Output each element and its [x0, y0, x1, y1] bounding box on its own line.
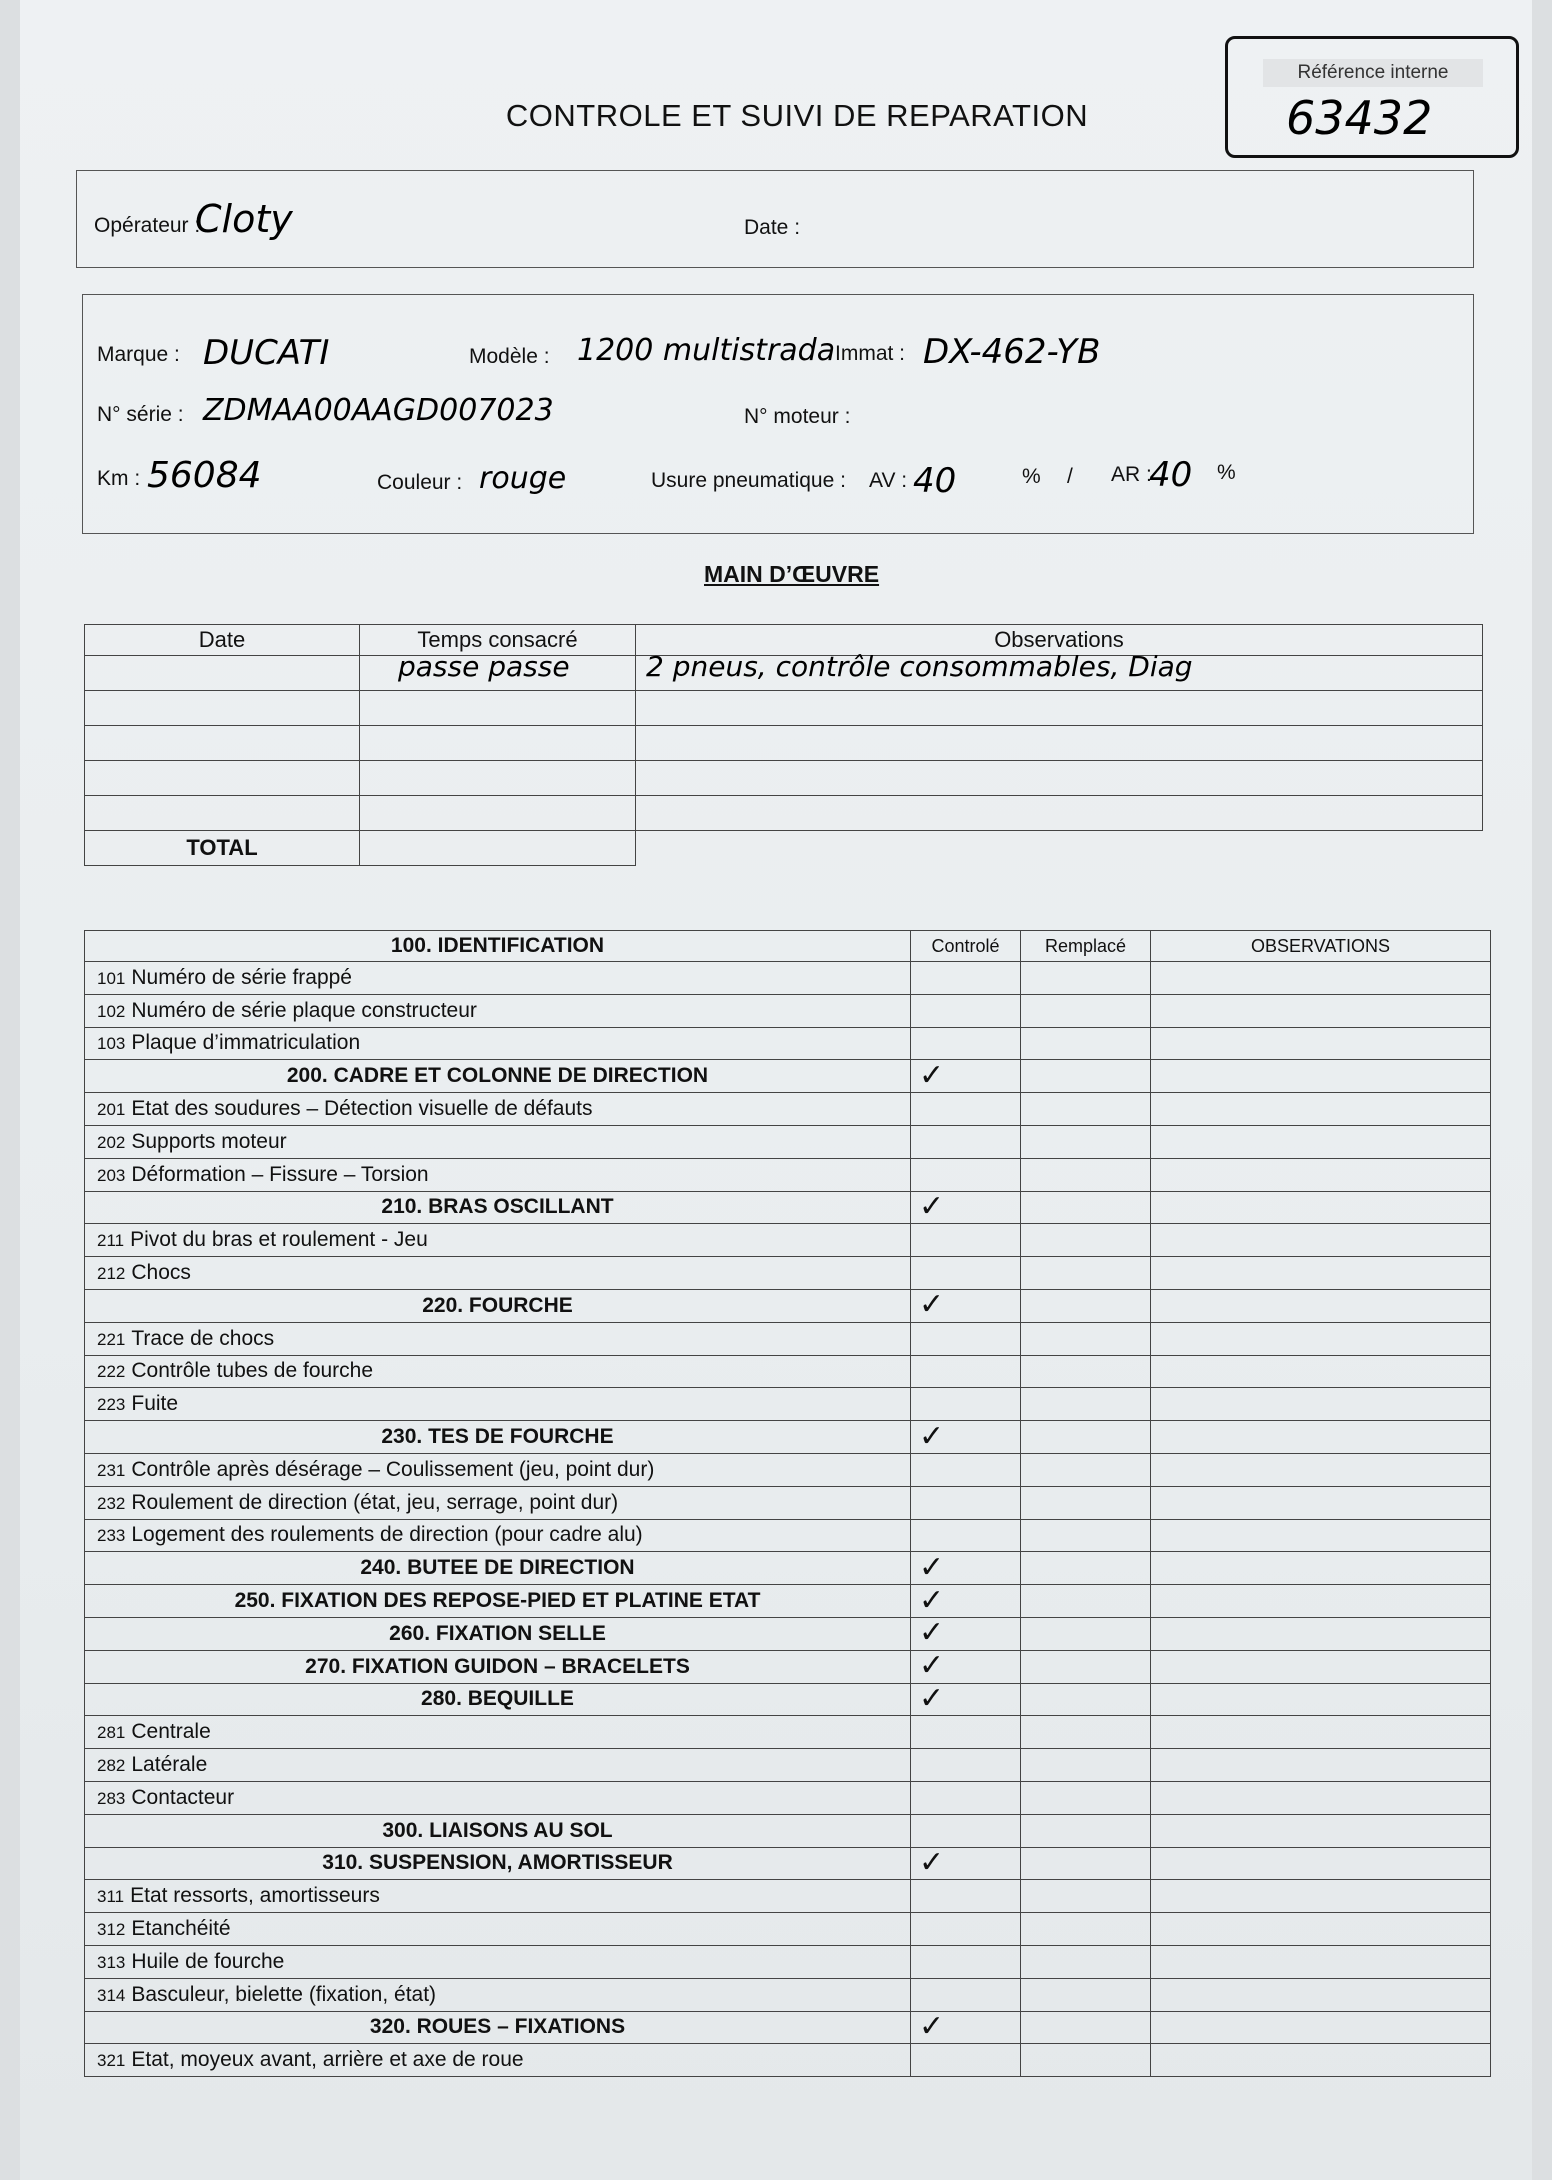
checklist-item-row	[85, 1486, 1491, 1519]
item-number: 233	[97, 1526, 126, 1546]
plate-label: Immat :	[835, 342, 906, 365]
checklist-col-replaced: Remplacé	[1021, 931, 1151, 962]
controlled-cell[interactable]	[911, 1257, 1021, 1290]
replaced-cell[interactable]	[1021, 1289, 1151, 1322]
observation-cell[interactable]	[1151, 1388, 1491, 1421]
replaced-cell[interactable]	[1021, 1093, 1151, 1126]
reference-box	[1225, 36, 1519, 158]
model-value[interactable]: 1200 multistrada	[577, 333, 836, 368]
page-title: CONTROLE ET SUIVI DE REPARATION	[505, 98, 1089, 133]
controlled-cell[interactable]	[911, 1355, 1021, 1388]
labour-total-row	[85, 831, 1483, 866]
item-number: 232	[97, 1493, 126, 1513]
checklist-section-row	[85, 1060, 1491, 1093]
checklist-section-row	[85, 1421, 1491, 1454]
item-number: 203	[97, 1165, 126, 1185]
checklist-section-row	[85, 2011, 1491, 2044]
checklist-item-row	[85, 1716, 1491, 1749]
observation-cell[interactable]	[1151, 1191, 1491, 1224]
checklist-item-row	[85, 1913, 1491, 1946]
replaced-cell[interactable]	[1021, 1585, 1151, 1618]
labour-observation-value: 2 pneus, contrôle consommables, Diag	[646, 650, 1193, 683]
observation-cell[interactable]	[1151, 1585, 1491, 1618]
controlled-cell[interactable]	[911, 1322, 1021, 1355]
front-tyre-label: AV :	[869, 469, 908, 492]
observation-cell[interactable]	[1151, 1289, 1491, 1322]
controlled-cell[interactable]	[911, 994, 1021, 1027]
item-number: 101	[97, 968, 126, 988]
check-mark-icon: ✓	[919, 1289, 945, 1322]
item-number: 212	[97, 1264, 126, 1284]
controlled-cell[interactable]	[911, 1388, 1021, 1421]
replaced-cell[interactable]	[1021, 1749, 1151, 1782]
section-heading: 260. FIXATION SELLE	[85, 1617, 911, 1650]
checklist-section-row	[85, 1814, 1491, 1847]
serial-value[interactable]: ZDMAA00AAGD007023	[203, 393, 554, 428]
observation-cell[interactable]	[1151, 1355, 1491, 1388]
replaced-cell[interactable]	[1021, 994, 1151, 1027]
section-heading: 280. BEQUILLE	[85, 1683, 911, 1716]
item-number: 201	[97, 1100, 126, 1120]
labour-row	[85, 656, 1483, 691]
checklist-col-controlled: Controlé	[911, 931, 1021, 962]
item-label: Huile de fourche	[131, 1949, 285, 1973]
section-heading: 250. FIXATION DES REPOSE-PIED ET PLATINE ETAT	[85, 1585, 911, 1618]
section-heading: 300. LIAISONS AU SOL	[85, 1814, 911, 1847]
item-number: 102	[97, 1001, 126, 1021]
serial-label: N° série :	[97, 403, 184, 426]
model-label: Modèle :	[469, 345, 550, 368]
observation-cell[interactable]	[1151, 1913, 1491, 1946]
item-label: Plaque d’immatriculation	[131, 1031, 361, 1055]
section-heading: 240. BUTEE DE DIRECTION	[85, 1552, 911, 1585]
replaced-cell[interactable]	[1021, 1257, 1151, 1290]
item-number: 223	[97, 1395, 126, 1415]
checklist-item-row	[85, 1519, 1491, 1552]
checklist-section-row	[85, 1552, 1491, 1585]
replaced-cell[interactable]	[1021, 1913, 1151, 1946]
replaced-cell[interactable]	[1021, 1453, 1151, 1486]
observation-cell[interactable]	[1151, 1322, 1491, 1355]
observation-cell[interactable]	[1151, 1683, 1491, 1716]
replaced-cell[interactable]	[1021, 1060, 1151, 1093]
replaced-cell[interactable]	[1021, 1617, 1151, 1650]
checklist-item-row	[85, 1257, 1491, 1290]
observation-cell[interactable]	[1151, 1257, 1491, 1290]
controlled-cell[interactable]	[911, 1093, 1021, 1126]
observation-cell[interactable]	[1151, 1060, 1491, 1093]
item-label: Etat ressorts, amortisseurs	[130, 1884, 380, 1908]
checklist-item-row	[85, 1388, 1491, 1421]
controlled-cell[interactable]	[911, 1650, 1021, 1683]
item-label: Numéro de série plaque constructeur	[131, 998, 477, 1022]
replaced-cell[interactable]	[1021, 1191, 1151, 1224]
brand-label: Marque :	[97, 343, 180, 366]
item-label: Logement des roulements de direction (pour cadre alu)	[131, 1523, 643, 1547]
check-mark-icon: ✓	[919, 1420, 945, 1453]
item-label: Trace de chocs	[131, 1326, 275, 1350]
observation-cell[interactable]	[1151, 1519, 1491, 1552]
labour-row	[85, 726, 1483, 761]
observation-cell[interactable]	[1151, 962, 1491, 995]
checklist-section-row	[85, 1650, 1491, 1683]
observation-cell[interactable]	[1151, 1847, 1491, 1880]
checklist-item-row	[85, 1224, 1491, 1257]
check-mark-icon: ✓	[919, 1650, 945, 1683]
labour-table	[84, 624, 1483, 866]
front-tyre-value[interactable]: 40	[913, 461, 957, 501]
controlled-cell[interactable]	[911, 1552, 1021, 1585]
checklist-item-row	[85, 1322, 1491, 1355]
section-heading: 310. SUSPENSION, AMORTISSEUR	[85, 1847, 911, 1880]
operator-box	[76, 170, 1474, 268]
checklist-item-row	[85, 1945, 1491, 1978]
item-number: 314	[97, 1985, 126, 2005]
replaced-cell[interactable]	[1021, 1486, 1151, 1519]
item-label: Etat des soudures – Détection visuelle de défauts	[131, 1097, 593, 1121]
item-label: Fuite	[131, 1392, 179, 1416]
form-sheet	[20, 0, 1532, 2180]
item-number: 282	[97, 1756, 126, 1776]
item-number: 283	[97, 1788, 126, 1808]
replaced-cell[interactable]	[1021, 1552, 1151, 1585]
controlled-cell[interactable]	[911, 1617, 1021, 1650]
checklist-section-row	[85, 1585, 1491, 1618]
controlled-cell[interactable]	[911, 1158, 1021, 1191]
date-label: Date :	[744, 216, 801, 239]
controlled-cell[interactable]	[911, 1060, 1021, 1093]
operator-value[interactable]: Cloty	[195, 197, 293, 241]
replaced-cell[interactable]	[1021, 2044, 1151, 2077]
tyre-label: Usure pneumatique :	[651, 469, 846, 492]
checklist-item-row	[85, 1453, 1491, 1486]
checklist-item-row	[85, 1880, 1491, 1913]
replaced-cell[interactable]	[1021, 1814, 1151, 1847]
controlled-cell[interactable]	[911, 2044, 1021, 2077]
item-label: Numéro de série frappé	[131, 965, 352, 989]
section-heading: 200. CADRE ET COLONNE DE DIRECTION	[85, 1060, 911, 1093]
observation-cell[interactable]	[1151, 1552, 1491, 1585]
checklist-item-row	[85, 994, 1491, 1027]
controlled-cell[interactable]	[911, 1781, 1021, 1814]
km-label: Km :	[97, 467, 141, 490]
section-heading: 230. TES DE FOURCHE	[85, 1421, 911, 1454]
item-label: Supports moteur	[131, 1129, 287, 1153]
item-label: Déformation – Fissure – Torsion	[131, 1162, 429, 1186]
replaced-cell[interactable]	[1021, 1781, 1151, 1814]
controlled-cell[interactable]	[911, 1421, 1021, 1454]
item-number: 202	[97, 1132, 126, 1152]
labour-col-observations: Observations	[636, 625, 1483, 656]
item-label: Basculeur, bielette (fixation, état)	[131, 1982, 437, 2006]
observation-cell[interactable]	[1151, 1486, 1491, 1519]
observation-cell[interactable]	[1151, 2011, 1491, 2044]
checklist-section-row	[85, 1191, 1491, 1224]
percent-sign: %	[1022, 465, 1041, 488]
observation-cell[interactable]	[1151, 1945, 1491, 1978]
reference-label: Référence interne	[1263, 59, 1483, 87]
color-value[interactable]: rouge	[479, 461, 567, 496]
controlled-cell[interactable]	[911, 2011, 1021, 2044]
reference-value[interactable]: 63432	[1286, 91, 1433, 145]
item-number: 311	[97, 1887, 125, 1907]
labour-total-value[interactable]	[360, 831, 636, 866]
checklist-item-row	[85, 1781, 1491, 1814]
replaced-cell[interactable]	[1021, 962, 1151, 995]
labour-col-time: Temps consacré	[360, 625, 636, 656]
section-heading: 320. ROUES – FIXATIONS	[85, 2011, 911, 2044]
replaced-cell[interactable]	[1021, 1388, 1151, 1421]
observation-cell[interactable]	[1151, 1814, 1491, 1847]
replaced-cell[interactable]	[1021, 1847, 1151, 1880]
controlled-cell[interactable]	[911, 1913, 1021, 1946]
brand-value[interactable]: DUCATI	[203, 333, 330, 373]
observation-cell[interactable]	[1151, 1125, 1491, 1158]
item-number: 312	[97, 1920, 126, 1939]
checklist-section-row	[85, 1289, 1491, 1322]
item-number: 211	[97, 1231, 125, 1251]
item-number: 221	[97, 1329, 126, 1349]
checklist-item-row	[85, 962, 1491, 995]
observation-cell[interactable]	[1151, 1978, 1491, 2011]
labour-total-label: TOTAL	[85, 831, 360, 866]
item-label: Contrôle tubes de fourche	[131, 1359, 374, 1383]
observation-cell[interactable]	[1151, 1158, 1491, 1191]
checklist-item-row	[85, 1158, 1491, 1191]
controlled-cell[interactable]	[911, 1847, 1021, 1880]
replaced-cell[interactable]	[1021, 1421, 1151, 1454]
observation-cell[interactable]	[1151, 1224, 1491, 1257]
checklist-item-row	[85, 1978, 1491, 2011]
item-number: 222	[97, 1362, 126, 1382]
engine-label: N° moteur :	[744, 405, 851, 428]
replaced-cell[interactable]	[1021, 1027, 1151, 1060]
replaced-cell[interactable]	[1021, 1158, 1151, 1191]
labour-time-cell[interactable]	[360, 650, 636, 691]
rear-tyre-label: AR :	[1111, 463, 1152, 486]
controlled-cell[interactable]	[911, 1945, 1021, 1978]
observation-cell[interactable]	[1151, 1027, 1491, 1060]
check-mark-icon: ✓	[919, 1847, 945, 1879]
section-heading: 220. FOURCHE	[85, 1289, 911, 1322]
labour-row	[85, 761, 1483, 796]
replaced-cell[interactable]	[1021, 1716, 1151, 1749]
controlled-cell[interactable]	[911, 1716, 1021, 1749]
checklist-table	[84, 930, 1491, 2077]
checklist-section-row	[85, 1847, 1491, 1880]
controlled-cell[interactable]	[911, 1519, 1021, 1552]
observation-cell[interactable]	[1151, 1880, 1491, 1913]
labour-date-cell[interactable]	[85, 656, 360, 691]
replaced-cell[interactable]	[1021, 1355, 1151, 1388]
checklist-section-row	[85, 1617, 1491, 1650]
checklist-item-row	[85, 1749, 1491, 1782]
observation-cell[interactable]	[1151, 1093, 1491, 1126]
observation-cell[interactable]	[1151, 1749, 1491, 1782]
operator-label: Opérateur :	[94, 214, 201, 237]
checklist-item-row	[85, 1125, 1491, 1158]
slash-separator: /	[1067, 465, 1073, 488]
vehicle-box	[82, 294, 1474, 534]
observation-cell[interactable]	[1151, 1781, 1491, 1814]
labour-observation-cell[interactable]	[636, 650, 1483, 691]
item-number: 231	[97, 1460, 126, 1480]
observation-cell[interactable]	[1151, 1453, 1491, 1486]
plate-value[interactable]: DX-462-YB	[923, 332, 1101, 372]
checklist-col-observations: OBSERVATIONS	[1151, 931, 1491, 962]
controlled-cell[interactable]	[911, 1585, 1021, 1618]
labour-row	[85, 796, 1483, 831]
replaced-cell[interactable]	[1021, 1650, 1151, 1683]
controlled-cell[interactable]	[911, 1289, 1021, 1322]
item-label: Centrale	[131, 1720, 211, 1744]
item-number: 313	[97, 1952, 126, 1972]
observation-cell[interactable]	[1151, 1617, 1491, 1650]
replaced-cell[interactable]	[1021, 1224, 1151, 1257]
controlled-cell[interactable]	[911, 1125, 1021, 1158]
replaced-cell[interactable]	[1021, 1683, 1151, 1716]
checklist-col-item: 100. IDENTIFICATION	[85, 931, 911, 962]
checklist-item-row	[85, 2044, 1491, 2077]
controlled-cell[interactable]	[911, 1486, 1021, 1519]
controlled-cell[interactable]	[911, 1191, 1021, 1224]
percent-sign: %	[1217, 461, 1236, 484]
controlled-cell[interactable]	[911, 1749, 1021, 1782]
check-mark-icon: ✓	[919, 1191, 945, 1223]
observation-cell[interactable]	[1151, 1650, 1491, 1683]
controlled-cell[interactable]	[911, 1683, 1021, 1716]
labour-time-value: passe passe	[398, 650, 570, 683]
item-label: Contacteur	[131, 1785, 235, 1809]
item-label: Latérale	[131, 1753, 208, 1777]
check-mark-icon: ✓	[919, 1059, 945, 1092]
replaced-cell[interactable]	[1021, 1125, 1151, 1158]
check-mark-icon: ✓	[919, 1617, 945, 1650]
observation-cell[interactable]	[1151, 2044, 1491, 2077]
controlled-cell[interactable]	[911, 1453, 1021, 1486]
replaced-cell[interactable]	[1021, 2011, 1151, 2044]
item-number: 103	[97, 1034, 126, 1054]
item-label: Roulement de direction (état, jeu, serrage, point dur)	[131, 1490, 619, 1514]
check-mark-icon: ✓	[919, 1584, 945, 1617]
color-label: Couleur :	[377, 471, 463, 494]
item-label: Contrôle après désérage – Coulissement (jeu, point dur)	[131, 1457, 655, 1481]
item-label: Etanchéité	[131, 1917, 231, 1940]
controlled-cell[interactable]	[911, 1978, 1021, 2011]
section-heading: 210. BRAS OSCILLANT	[85, 1191, 911, 1224]
labour-row	[85, 691, 1483, 726]
observation-cell[interactable]	[1151, 994, 1491, 1027]
check-mark-icon: ✓	[919, 1551, 945, 1584]
item-label: Pivot du bras et roulement - Jeu	[130, 1228, 428, 1252]
item-label: Chocs	[131, 1261, 191, 1285]
checklist-item-row	[85, 1093, 1491, 1126]
observation-cell[interactable]	[1151, 1421, 1491, 1454]
checklist-section-row	[85, 1683, 1491, 1716]
checklist-item-row	[85, 1355, 1491, 1388]
replaced-cell[interactable]	[1021, 1978, 1151, 2011]
controlled-cell[interactable]	[911, 1224, 1021, 1257]
replaced-cell[interactable]	[1021, 1322, 1151, 1355]
labour-col-date: Date	[85, 625, 360, 656]
replaced-cell[interactable]	[1021, 1519, 1151, 1552]
controlled-cell[interactable]	[911, 1027, 1021, 1060]
rear-tyre-value[interactable]: 40	[1149, 455, 1193, 495]
replaced-cell[interactable]	[1021, 1945, 1151, 1978]
observation-cell[interactable]	[1151, 1716, 1491, 1749]
replaced-cell[interactable]	[1021, 1880, 1151, 1913]
check-mark-icon: ✓	[919, 2011, 945, 2043]
item-number: 281	[97, 1723, 126, 1743]
check-mark-icon: ✓	[919, 1683, 945, 1715]
labour-section-title: MAIN D’ŒUVRE	[704, 561, 880, 587]
section-heading: 270. FIXATION GUIDON – BRACELETS	[85, 1650, 911, 1683]
km-value[interactable]: 56084	[147, 455, 262, 496]
checklist-item-row	[85, 1027, 1491, 1060]
checklist-body	[85, 962, 1491, 2077]
controlled-cell[interactable]	[911, 962, 1021, 995]
controlled-cell[interactable]	[911, 1880, 1021, 1913]
item-label: Etat, moyeux avant, arrière et axe de roue	[131, 2048, 524, 2072]
controlled-cell[interactable]	[911, 1814, 1021, 1847]
item-number: 321	[97, 2051, 126, 2071]
